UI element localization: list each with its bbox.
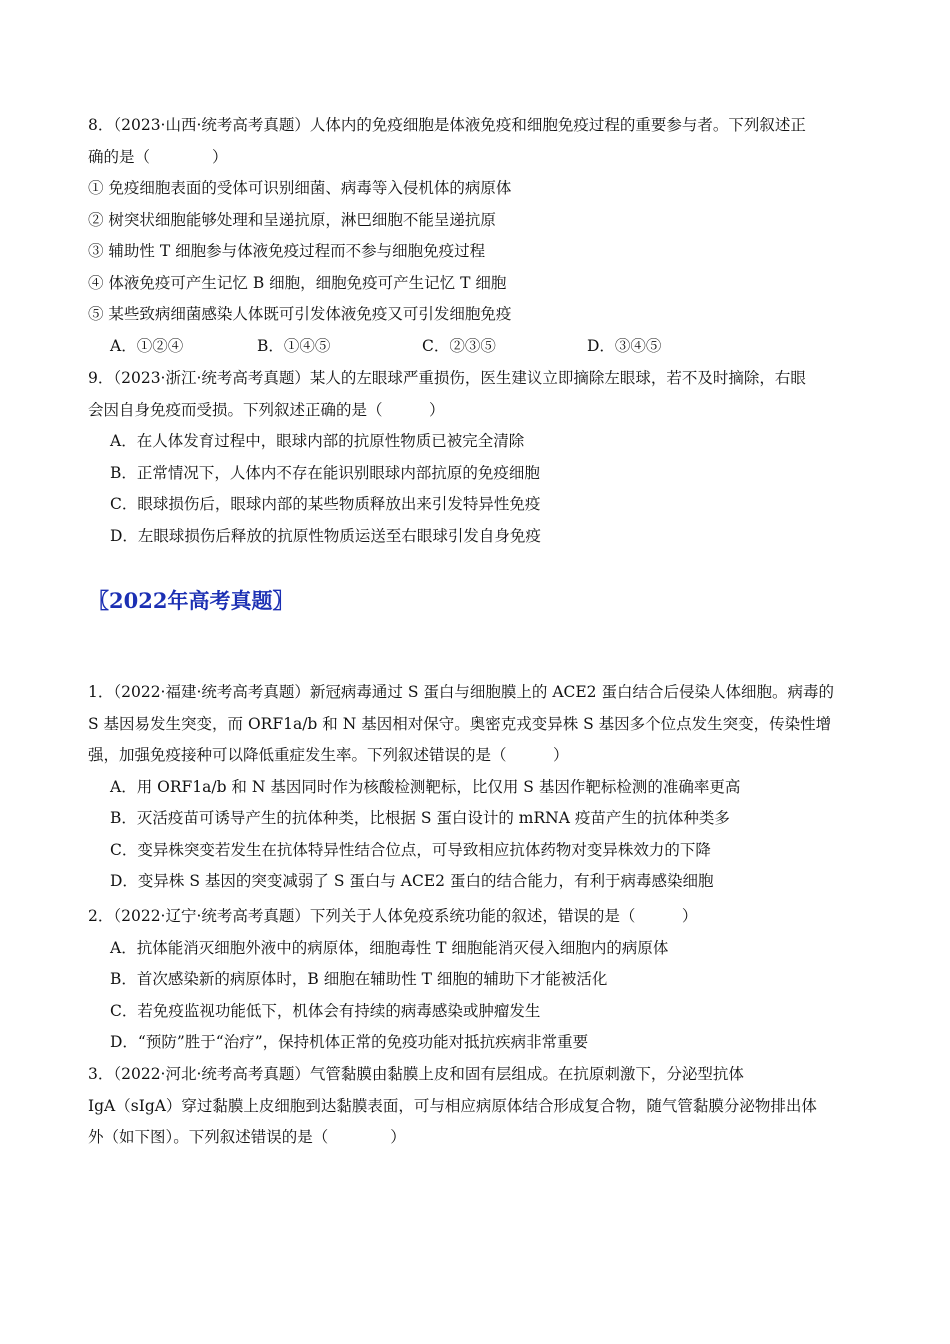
- question-9-option-d[interactable]: D．左眼球损伤后释放的抗原性物质运送至右眼球引发自身免疫: [110, 526, 541, 545]
- question-2-option-d[interactable]: D．“预防”胜于“治疗”，保持机体正常的免疫功能对抵抗疾病非常重要: [110, 1033, 589, 1051]
- question-9-option-c[interactable]: C．眼球损伤后，眼球内部的某些物质释放出来引发特异性免疫: [110, 495, 541, 513]
- question-8-option-c[interactable]: C．②③⑤: [422, 336, 496, 355]
- question-8-stem-line-2: 确的是（ ）: [88, 147, 228, 166]
- question-8-item-5: ⑤ 某些致病细菌感染人体既可引发体液免疫又可引发细胞免疫: [88, 305, 512, 323]
- question-3: [88, 1059, 868, 1154]
- question-8-stem-line-1: 8．（2023·山西·统考高考真题）人体内的免疫细胞是体液免疫和细胞免疫过程的重要参与者。下列叙述正: [88, 116, 806, 134]
- question-1-option-c[interactable]: C．变异株突变若发生在抗体特异性结合位点，可导致相应抗体药物对变异株效力的下降: [110, 840, 711, 859]
- question-2-stem-line-1: 2．（2022·辽宁·统考高考真题）下列关于人体免疫系统功能的叙述，错误的是（ ）: [88, 907, 698, 925]
- question-2: [88, 901, 868, 1059]
- question-1-option-b[interactable]: B．灭活疫苗可诱导产生的抗体种类，比根据 S 蛋白设计的 mRNA 疫苗产生的抗体种类多: [110, 809, 730, 827]
- question-3-stem-line-1: 3．（2022·河北·统考高考真题）气管黏膜由黏膜上皮和固有层组成。在抗原刺激下，分泌型抗体: [88, 1065, 744, 1083]
- question-8-option-a[interactable]: A．①②④: [110, 336, 184, 355]
- question-8-options: [88, 331, 868, 363]
- question-8-item-1: ① 免疫细胞表面的受体可识别细菌、病毒等入侵机体的病原体: [88, 179, 512, 197]
- question-9-stem-line-1: 9．（2023·浙江·统考高考真题）某人的左眼球严重损伤，医生建议立即摘除左眼球，若不及时摘除，右眼: [88, 369, 806, 387]
- question-2-option-c[interactable]: C．若免疫监视功能低下，机体会有持续的病毒感染或肿瘤发生: [110, 1001, 541, 1020]
- question-1-stem-line-3: 强，加强免疫接种可以降低重症发生率。下列叙述错误的是（ ）: [88, 746, 569, 764]
- question-2-option-b[interactable]: B．首次感染新的病原体时，B 细胞在辅助性 T 细胞的辅助下才能被活化: [110, 970, 608, 988]
- question-8-option-d[interactable]: D．③④⑤: [587, 336, 662, 355]
- question-1-option-d[interactable]: D．变异株 S 基因的突变减弱了 S 蛋白与 ACE2 蛋白的结合能力，有利于病毒感染细胞: [110, 872, 714, 890]
- question-8-item-4: ④ 体液免疫可产生记忆 B 细胞，细胞免疫可产生记忆 T 细胞: [88, 273, 507, 292]
- question-9-option-b[interactable]: B．正常情况下，人体内不存在能识别眼球内部抗原的免疫细胞: [110, 463, 540, 482]
- question-1-option-a[interactable]: A．用 ORF1a/b 和 N 基因同时作为核酸检测靶标，比仅用 S 基因作靶标检测的准确率更高: [110, 777, 741, 796]
- question-2-option-a[interactable]: A．抗体能消灭细胞外液中的病原体，细胞毒性 T 细胞能消灭侵入细胞内的病原体: [110, 938, 669, 957]
- question-8-option-b[interactable]: B．①④⑤: [257, 336, 331, 355]
- question-8-item-3: ③ 辅助性 T 细胞参与体液免疫过程而不参与细胞免疫过程: [88, 242, 486, 260]
- question-1-stem-line-1: 1．（2022·福建·统考高考真题）新冠病毒通过 S 蛋白与细胞膜上的 ACE2 蛋白结合后侵染人体细胞。病毒的: [88, 683, 834, 701]
- question-8-item-2: ② 树突状细胞能够处理和呈递抗原，淋巴细胞不能呈递抗原: [88, 210, 496, 229]
- section-heading: 〖2022年高考真题〗: [88, 588, 294, 613]
- question-8: [88, 110, 868, 362]
- question-1-stem-line-2: S 基因易发生突变，而 ORF1a/b 和 N 基因相对保守。奥密克戎变异株 S 基因多个位点发生突变，传染性增: [88, 714, 832, 733]
- question-3-stem-line-2: IgA（sIgA）穿过黏膜上皮细胞到达黏膜表面，可与相应病原体结合形成复合物，随气管黏膜分泌物排出体: [88, 1096, 817, 1115]
- question-1: [88, 677, 868, 898]
- question-9: [88, 363, 868, 552]
- question-9-stem-line-2: 会因自身免疫而受损。下列叙述正确的是（ ）: [88, 400, 445, 419]
- question-3-stem-line-3: 外（如下图）。下列叙述错误的是（ ）: [88, 1128, 406, 1146]
- question-9-option-a[interactable]: A．在人体发育过程中，眼球内部的抗原性物质已被完全清除: [110, 432, 525, 450]
